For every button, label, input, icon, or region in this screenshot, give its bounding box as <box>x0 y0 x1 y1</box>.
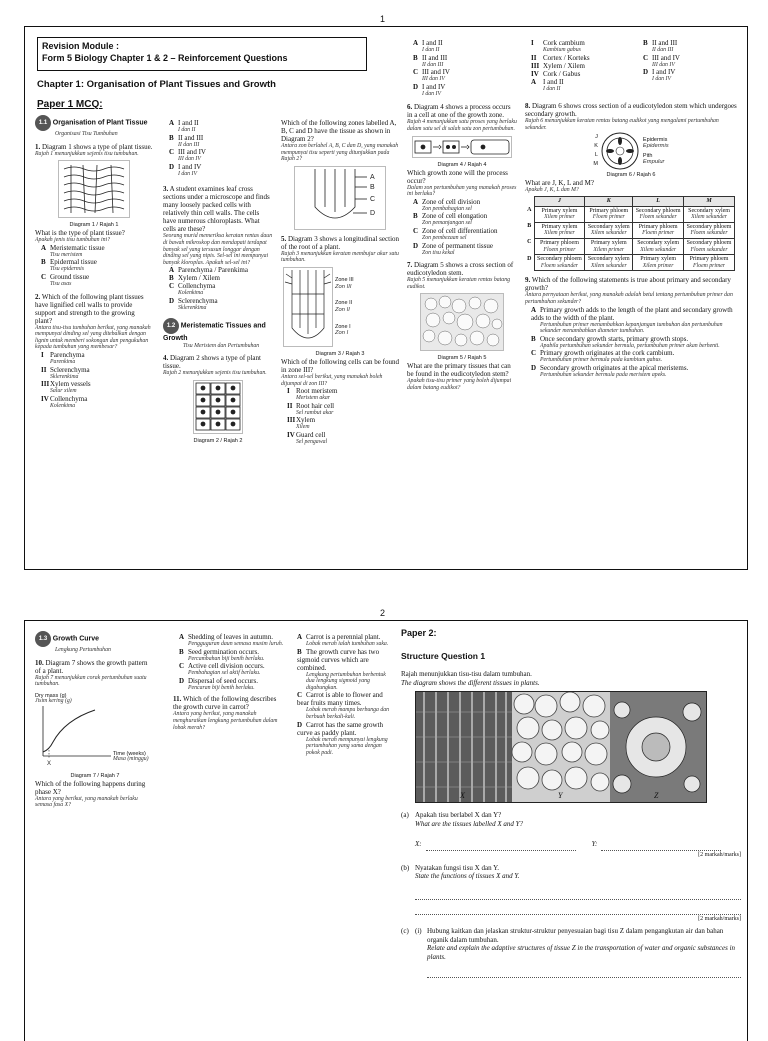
answer-y-field[interactable] <box>601 840 721 851</box>
question-prompt: Which growth zone will the process occur? <box>407 168 508 185</box>
diagram-caption: Diagram 4 / Rajah 4 <box>437 161 487 168</box>
answer-option[interactable]: B The growth curve has two sigmoid curves which are combined. Lengkung pertumbuhan berbentuk dua lengkung sigmoid yang digabungkan. <box>297 647 386 691</box>
diagram-5-stem-section-image <box>420 293 504 351</box>
sub-question-label: (b) <box>401 863 410 872</box>
question-1 <box>35 143 153 288</box>
question-number: 3. <box>163 185 169 194</box>
label-pith-malay: Empulur <box>642 159 665 166</box>
answer-x-label: X: <box>415 840 422 848</box>
statement-list <box>525 39 637 92</box>
answer-option[interactable]: A Carrot is a perennial plant. Lobak merah ialah tumbuhan saka. <box>297 633 389 647</box>
tissue-label-z: Z <box>654 791 659 800</box>
zone-label: Zone I <box>335 323 351 330</box>
question-4-continued <box>281 119 399 230</box>
question-text: Diagram 2 shows a type of plant tissue. <box>163 354 261 371</box>
question-number: 2. <box>35 292 41 301</box>
answer-option[interactable]: B II and III II dan III <box>643 39 678 53</box>
answer-option[interactable]: C Primary growth originates at the cork cambium. Pertumbuhan primer bermula pada kambium gabus. <box>531 349 675 364</box>
paper-2-heading: Paper 2: <box>401 628 437 638</box>
sub-question-part: (i) <box>415 927 422 935</box>
paper-2-section <box>401 629 741 978</box>
section-title: Meristematic Tissues and Growth <box>163 322 266 342</box>
diagram-caption: Diagram 7 / Rajah 7 <box>70 772 120 779</box>
question-8 <box>525 102 737 271</box>
answer-option[interactable]: A Primary growth adds to the length of the plant and secondary growth adds to the width of the plant. Pertumbuhan primer menambahkan kepanjangan tumbuhan dan pertumbuhan sekunder menambahkan diameter tumbuhan. <box>531 305 733 335</box>
section-1-3-heading <box>35 631 155 654</box>
question-9 <box>525 276 737 378</box>
module-title: Revision Module : <box>42 41 120 51</box>
table-row[interactable]: C Primary phloem Floem primer Primary xylem Xilem primer Secondary xylem Xilem sekunder Secondary phloem Floem sekunder <box>525 238 735 254</box>
column-1 <box>35 115 153 414</box>
statement-item: IVCollenchyma Kolenkima <box>41 394 88 409</box>
question-6 <box>407 103 517 256</box>
answer-options-q2 <box>163 119 273 177</box>
marks-label: [2 markah/marks] <box>698 915 741 922</box>
answer-x-field[interactable] <box>426 840 576 851</box>
answer-option[interactable]: B Seed germination occurs. Percambahan biji benih berlaku. <box>179 647 265 662</box>
label-l: L <box>594 152 598 159</box>
answer-option[interactable]: C III and IV III dan IV <box>169 148 206 163</box>
sub-question-malay: Nyatakan fungsi tisu X dan Y. <box>415 863 499 872</box>
column-3 <box>281 119 399 451</box>
diagram-2-meristem-cells-image <box>193 380 243 434</box>
label-epidermis-malay: Epidermis <box>642 143 669 150</box>
answer-fields <box>415 840 741 851</box>
sub-question-label: (c) <box>401 927 409 935</box>
svg-text:C: C <box>370 195 376 203</box>
section-title: Growth Curve <box>52 635 100 643</box>
answer-option[interactable]: A I and II I dan II <box>413 39 443 53</box>
answer-option[interactable]: C Ground tissue Tisu asas <box>41 272 90 287</box>
question-text-malay: Seorang murid memeriksa keratan rentas daun di bawah mikroskop dan mendapati terdapat banyak sel yang tersusun longgar dengan dinding sel yang nipis. Sel-sel ini mempunyai banyak kloroplas. Apakah sel-sel ini? <box>163 233 273 266</box>
answer-table <box>525 196 735 271</box>
answer-option[interactable]: D I and IV I dan IV <box>413 82 446 97</box>
page-number: 2 <box>380 608 386 618</box>
label-j: J <box>595 134 598 141</box>
question-7 <box>407 261 517 391</box>
diagram-1-plant-tissue-image <box>58 160 130 218</box>
label-m: M <box>593 161 598 168</box>
answer-option[interactable]: A I and II I dan II <box>531 77 564 92</box>
chapter-heading: Chapter 1: Organisation of Plant Tissues and Growth <box>37 79 276 90</box>
diagram-4-cell-process-image <box>412 136 512 158</box>
question-prompt-malay: Apakah tisu-tisu primer yang boleh dijumpai dalam batang eudikot? <box>407 378 512 391</box>
table-header: K <box>585 196 633 206</box>
zone-label: Zone II <box>335 300 353 307</box>
answer-option[interactable]: B Epidermal tissue Tisu epidermis <box>41 258 97 273</box>
label-pith: Pith <box>642 152 653 159</box>
question-text: Which of the following describes the growth curve in carrot? <box>173 695 277 712</box>
section-badge: 1.2 <box>163 318 179 334</box>
diagram-3-root-section-image <box>283 267 333 347</box>
answer-option[interactable]: D I and IV I dan IV <box>643 68 676 83</box>
tissue-label-x: X <box>460 791 465 800</box>
column-4 <box>407 39 517 397</box>
question-text-malay: Rajah 5 menunjukkan keratan rentas batang eudikot. <box>407 277 510 290</box>
section-badge: 1.1 <box>35 115 51 131</box>
graph-y-label: Dry mass (g) <box>35 692 67 699</box>
sub-question-english: What are the tissues labelled X and Y? <box>415 819 524 828</box>
paper-heading: Paper 1 MCQ: <box>37 99 103 110</box>
question-prompt-malay: Apakah jenis tisu tumbuhan ini? <box>35 237 111 244</box>
table-header-row <box>525 196 735 206</box>
diagram-6-left-labels <box>593 133 598 169</box>
label-epidermis: Epidermis <box>642 136 668 143</box>
table-header: L <box>633 196 684 206</box>
question-text: Diagram 7 shows the growth pattern of a plant. <box>35 658 148 675</box>
statement-item: IIIXylem vessels Salur xilem <box>41 380 91 395</box>
question-prompt: Which of the following cells can be found in zone III? <box>281 357 399 374</box>
question-text: Diagram 5 shows a cross section of eudicotyledon stem. <box>407 261 514 278</box>
answer-option[interactable]: D Zone of permanent tissue Zon tisu kekal <box>413 241 493 256</box>
section-subtitle: Organisasi Tisu Tumbuhan <box>55 131 118 137</box>
question-text-malay: Rajah 2 menunjukkan sejenis tisu tumbuhan. <box>163 370 267 377</box>
answer-options-q7 <box>637 39 733 92</box>
statement-item: IV Cork / Gabus <box>531 69 581 78</box>
question-prompt-malay: Antara sel-sel berikut, yang manakah boleh dijumpai di zon III? <box>281 373 383 387</box>
page2-column-1 <box>35 631 155 814</box>
question-3 <box>163 185 273 311</box>
diagram-6-stem-cross-section-image <box>600 131 640 171</box>
section-subtitle: Lengkung Pertumbuhan <box>55 647 111 653</box>
question-b <box>401 864 741 924</box>
diagram-3-wrapper <box>281 264 399 350</box>
question-number: 1. <box>35 142 41 151</box>
diagram-7-graph <box>35 692 153 772</box>
question-number: 7. <box>407 261 413 270</box>
sub-question-label: (a) <box>401 811 409 819</box>
question-text-malay: Antara yang berikut, yang manakah menghuraikan lengkung pertumbuhan dalam lobak merah? <box>173 711 278 731</box>
question-number: 5. <box>281 234 287 243</box>
answer-option[interactable]: C Active cell division occurs. Pembahagian sel aktif berlaku. <box>179 662 265 677</box>
page-number: 1 <box>380 14 386 24</box>
section-1-2-heading <box>163 318 273 350</box>
question-prompt: What are the primary tissues that can be found in the eudicotyledon stem? <box>407 362 511 379</box>
page2-column-2 <box>173 633 285 736</box>
question-text-malay: Rajah 4 menunjukkan satu proses yang berlaku dalam satu sel di salah satu zon pertumbuhan. <box>407 119 517 132</box>
label-k: K <box>594 143 598 150</box>
answer-option[interactable]: B Xylem / Xilem <box>169 274 220 283</box>
answer-option[interactable]: B II and III II dan III <box>169 133 204 148</box>
table-header: M <box>684 196 735 206</box>
table-row[interactable]: A Primary xylem Xilem primer Primary phloem Floem primer Secondary phloem Floem sekunder Secondary xylem Xilem sekunder <box>525 206 735 222</box>
module-subtitle: Form 5 Biology Chapter 1 & 2 – Reinforcement Questions <box>42 53 288 63</box>
zone-label-malay: Zon III <box>335 283 352 290</box>
question-text-malay: Antara zon berlabel A, B, C dan D, yang manakah mempunyai tisu seperti yang ditunjukkan pada Rajah 2? <box>281 143 399 163</box>
zone-label-malay: Zon II <box>335 306 350 313</box>
section-badge: 1.3 <box>35 631 51 647</box>
answer-option[interactable]: C Carrot is able to flower and bear fruits many times. Lobak merah mampu berbunga dan berbuah berkali-kali. <box>297 691 390 720</box>
question-number: 6. <box>407 103 413 112</box>
diagram-root-tip-zones-image <box>294 166 386 230</box>
question-text: A student examines leaf cross sections under a microscope and finds many loosely packed cells with relatively thin cell walls. The cells have numerous chloroplasts. What cells are these? <box>163 185 270 234</box>
answer-option[interactable]: D Dispersal of seed occurs. Pencaran biji benih berlaku. <box>179 676 258 691</box>
answer-option[interactable]: B Once secondary growth starts, primary growth stops. Apabila pertumbuhan sekunder bermula, pertumbuhan primer akan berhenti. <box>531 334 720 349</box>
worksheet-page-1 <box>24 26 748 570</box>
question-text: Which of the following statements is true about primary and secondary growth? <box>525 276 731 293</box>
question-text-malay: Rajah 3 menunjukkan keratan membujur akar satu tumbuhan. <box>281 250 399 264</box>
question-number: 10. <box>35 658 44 667</box>
svg-text:A: A <box>370 173 375 181</box>
question-text: Which of the following plant tissues have lignified cell walls to provide support and strength to the growing plant? <box>35 292 144 325</box>
question-text: Which of the following zones labelled A, B, C and D have the tissue as shown in Diagram 2? <box>281 119 397 143</box>
question-prompt: What are J, K, L and M? <box>525 179 594 188</box>
plant-tissues-micrograph-image <box>415 691 707 803</box>
graph-x-label: Time (weeks) <box>113 750 146 757</box>
question-number: 8. <box>525 102 531 111</box>
answer-option[interactable]: C Zone of cell differentiation Zon pembezaan sel <box>413 226 498 241</box>
question-2 <box>35 293 153 410</box>
worksheet-page-2 <box>24 620 748 1041</box>
statement-item: II Cortex / Korteks <box>531 53 590 62</box>
answer-option[interactable]: C III and IV III dan IV <box>643 53 680 68</box>
zone-label: Zone III <box>335 277 354 284</box>
question-prompt-malay: Apakah J, K, L dan M? <box>525 187 579 194</box>
diagram-6-wrapper <box>525 131 737 171</box>
question-prompt: What is the type of plant tissue? <box>35 229 125 238</box>
statement-item: III Xylem / Xilem <box>531 61 585 70</box>
question-prompt-malay: Dalam zon pertumbuhan yang manakah proses ini berlaku? <box>407 184 517 198</box>
svg-text:B: B <box>370 183 375 191</box>
question-11 <box>173 695 285 731</box>
statement-item: I Cork cambium Kambium gabus <box>531 39 585 53</box>
statement-item: I Root meristem Meristem akar <box>287 387 338 402</box>
table-header: J <box>534 196 585 206</box>
section-1-1-heading <box>35 115 153 138</box>
diagram-caption: Diagram 2 / Rajah 2 <box>193 437 243 444</box>
graph-x-label-malay: Masa (minggu) <box>113 755 149 762</box>
question-5 <box>281 235 399 446</box>
diagram-caption: Diagram 3 / Rajah 3 <box>315 350 365 357</box>
diagram-caption: Diagram 6 / Rajah 6 <box>606 172 656 179</box>
question-text: Diagram 6 shows cross section of a eudicotyledon stem which undergoes secondary growth. <box>525 102 737 119</box>
question-text: Diagram 4 shows a process occurs in a cell at one of the growth zone. <box>407 103 511 120</box>
answer-options-q5 <box>407 39 517 97</box>
graph-y-label-malay: Jisim kering (g) <box>35 697 72 704</box>
question-number: 11. <box>173 695 182 704</box>
sub-question-malay: Hubung kaitkan dan jelaskan struktur-struktur penyesuaian bagi tisu Z dalam pengangkutan air dan bahan organik dalam tumbuhan. <box>427 927 724 944</box>
answer-option[interactable]: C III and IV III dan IV <box>413 68 450 83</box>
diagram-caption: Diagram 1 / Rajah 1 <box>69 222 119 229</box>
question-text-malay: Antara pernyataan berikut, yang manakah adalah betul tentang pertumbuhan primer dan pertumbuhan sekunder? <box>525 292 733 305</box>
answer-option[interactable]: D Carrot has the same growth curve as paddy plant. Lobak merah mempunyai lengkung pertumbuhan yang sama dengan pokok padi. <box>297 720 388 756</box>
answer-line[interactable] <box>415 904 741 915</box>
answer-y-label: Y: <box>591 840 598 848</box>
answer-option[interactable]: C Collenchyma Kolenkima <box>169 282 216 297</box>
table-row[interactable]: B Primary xylem Xilem primer Secondary xylem Xilem sekunder Primary phloem Floem primer Secondary phloem Floem sekunder <box>525 222 735 238</box>
intro-english: The diagram shows the different tissues in plants. <box>401 678 540 687</box>
answer-option[interactable]: A I and II I dan II <box>169 119 199 133</box>
question-number: 9. <box>525 276 531 285</box>
question-text-malay: Rajah 7 menunjukkan corak pertumbuhan suatu tumbuhan. <box>35 674 147 688</box>
question-text-malay: Antara tisu-tisu tumbuhan berikut, yang manakah mempunyai dinding sel yang ditebalkan dengan lignin untuk memberi sokongan dan pengukuhan kepada tumbuhan yang membesar? <box>35 324 151 351</box>
column-2 <box>163 119 273 450</box>
tissue-label-y: Y <box>558 791 563 800</box>
intro-malay: Rajah menunjukkan tisu-tisu dalam tumbuhan. <box>401 670 532 678</box>
answer-option[interactable]: A Parenchyma / Parenkima <box>169 266 248 275</box>
answer-line[interactable] <box>415 889 741 900</box>
answer-option[interactable]: A Zone of cell division Zon pembahagian sel <box>413 197 481 212</box>
statement-item: IIIXylem Xilem <box>287 416 316 431</box>
marks-label: [2 markah/marks] <box>698 852 741 858</box>
statement-item: IVGuard cell Sel pengawal <box>287 430 328 445</box>
question-text: Diagram 3 shows a longitudinal section of the root of a plant. <box>281 234 400 251</box>
phase-x-label: X <box>47 760 52 767</box>
statement-item: I Parenchyma Parenkima <box>41 350 85 365</box>
sub-question-malay: Apakah tisu berlabel X dan Y? <box>415 811 502 819</box>
question-text-malay: Rajah 6 menunjukkan keratan rentas batang eudikot yang mengalami pertumbuhan sekunder. <box>525 118 719 131</box>
zone-labels <box>335 277 354 336</box>
structure-question-heading: Structure Question 1 <box>401 650 486 661</box>
svg-text:D: D <box>370 209 376 217</box>
question-prompt: Which of the following happens during phase X? <box>35 779 146 796</box>
module-header <box>37 37 367 71</box>
table-row[interactable]: D Secondary phloem Floem sekunder Secondary xylem Xilem sekunder Primary xylem Xilem primer Primary phloem Floem primer <box>525 255 735 271</box>
question-7-options <box>525 39 737 92</box>
question-number: 4. <box>163 354 169 363</box>
question-10 <box>35 659 155 809</box>
section-title: Organisation of Plant Tissue <box>52 119 148 127</box>
answer-line[interactable] <box>427 967 741 978</box>
sub-question-english: State the functions of tissues X and Y. <box>415 872 520 880</box>
answer-option[interactable]: A Meristematic tissue Tisu meristem <box>41 243 105 258</box>
column-5 <box>525 39 737 383</box>
statement-item: II Root hair cell Sel rambut akar <box>287 401 335 416</box>
question-text: Diagram 1 shows a type of plant tissue. <box>42 142 153 151</box>
question-prompt-malay: Antara yang berikut, yang manakah berlaku semasa fasa X? <box>35 795 138 809</box>
question-a <box>401 811 741 860</box>
page2-column-3 <box>291 633 391 756</box>
zone-label-malay: Zon I <box>335 330 349 337</box>
section-subtitle: Tisu Meristem dan Pertumbuhan <box>183 342 260 349</box>
diagram-caption: Diagram 5 / Rajah 5 <box>437 355 487 362</box>
answer-option[interactable]: D Secondary growth originates at the apical meristems. Pertumbuhan sekunder bermula pada meristem apeks. <box>531 363 689 378</box>
answer-option[interactable]: B II and III II dan III <box>413 53 448 68</box>
question-4 <box>163 354 273 445</box>
question-c <box>401 927 741 978</box>
statement-item: II Sclerenchyma Sklerenkima <box>41 365 90 380</box>
answer-option[interactable]: A Shedding of leaves in autumn. Pengguguran daun semasa musim luruh. <box>179 633 284 647</box>
answer-option[interactable]: D I and IV I dan IV <box>169 162 202 177</box>
answer-option[interactable]: D Sclerenchyma Sklerenkima <box>169 296 218 311</box>
diagram-6-right-labels <box>643 137 669 166</box>
sub-question-english: Relate and explain the adaptive structures of tissue Z in the transportation of water and organic substances in plants. <box>427 944 736 961</box>
question-text-malay: Rajah 1 menunjukkan sejenis tisu tumbuhan. <box>35 150 139 157</box>
answer-option[interactable]: B Zone of cell elongation Zon pemanjangan sel <box>413 212 488 227</box>
